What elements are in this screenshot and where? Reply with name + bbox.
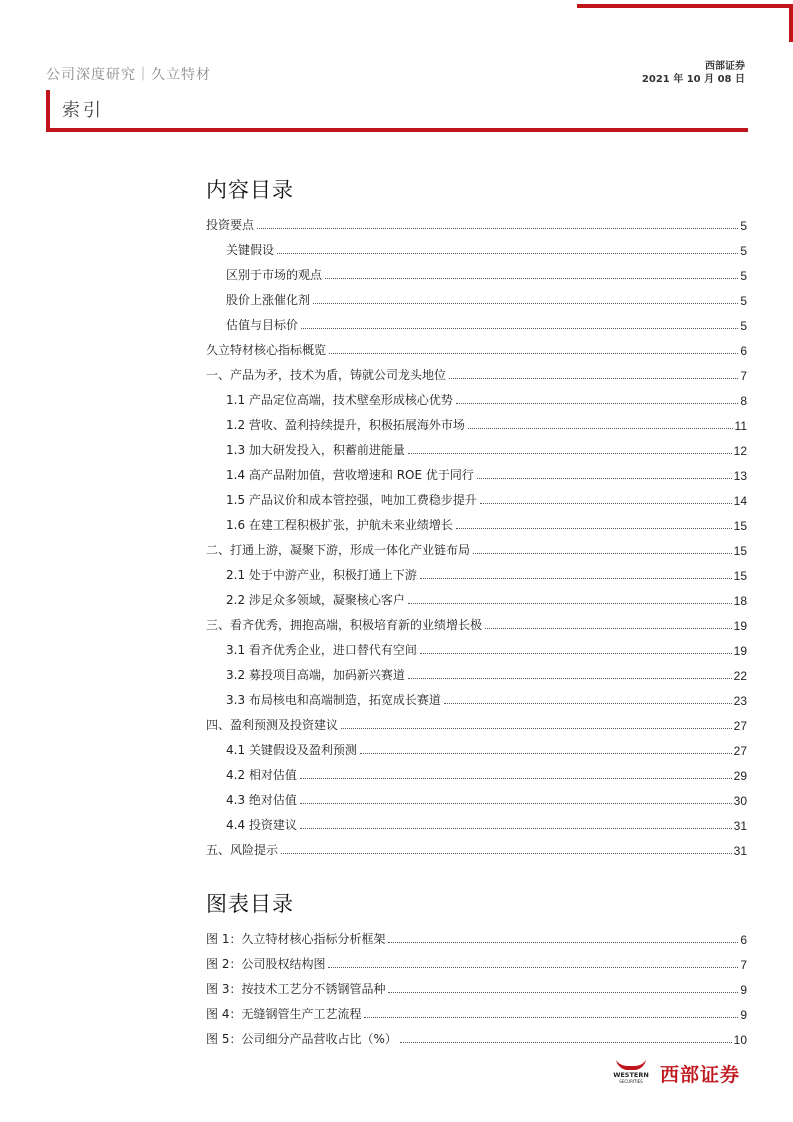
footer-logo-text: 西部证券 (660, 1064, 741, 1086)
leader-dots (449, 378, 738, 379)
figures-list (206, 922, 747, 1047)
toc-entry-page: 22 (733, 669, 747, 683)
toc-entry-label: 4.1 关键假设及盈利预测 (226, 743, 357, 757)
toc-entry-label: 估值与目标价 (226, 318, 299, 332)
leader-dots (408, 678, 732, 679)
toc-entry-page: 6 (740, 344, 747, 358)
toc-entry-page: 15 (733, 544, 747, 558)
toc-entry-label: 1.1 产品定位高端，技术壁垒形成核心优势 (226, 393, 453, 407)
figure-entry-label: 图 4：无缝钢管生产工艺流程 (206, 1007, 362, 1021)
toc-entry[interactable] (206, 633, 747, 658)
corner-rule-vertical (789, 4, 793, 42)
leader-dots (325, 278, 738, 279)
toc-entry[interactable] (206, 483, 747, 508)
toc-entry-label: 1.4 高产品附加值，营收增速和 ROE 优于同行 (226, 468, 474, 482)
toc-entry[interactable] (206, 558, 747, 583)
figure-entry[interactable] (206, 1022, 747, 1047)
leader-dots (456, 403, 738, 404)
toc-entry-page: 5 (740, 219, 747, 233)
logo-sub-text-2: SECURITIES (619, 1079, 643, 1084)
leader-dots (360, 753, 732, 754)
toc-entry[interactable] (206, 208, 747, 233)
toc-entry-page: 14 (733, 494, 747, 508)
toc-entry[interactable] (206, 358, 747, 383)
toc-entry[interactable] (206, 458, 747, 483)
contents-title: 内容目录 (206, 178, 294, 202)
section-title: 索引 (62, 100, 104, 121)
toc-entry-label: 久立特材核心指标概览 (206, 343, 327, 357)
figures-title: 图表目录 (206, 892, 294, 916)
toc-entry-label: 一、产品为矛，技术为盾，铸就公司龙头地位 (206, 368, 447, 382)
figure-entry-page: 7 (740, 958, 747, 972)
toc-entry-label: 2.2 涉足众多领域，凝聚核心客户 (226, 593, 405, 607)
toc-entry-page: 27 (733, 744, 747, 758)
leader-dots (281, 853, 732, 854)
toc-entry[interactable] (206, 333, 747, 358)
section-band-rule (46, 128, 748, 132)
leader-dots (400, 1042, 732, 1043)
figure-entry-label: 图 1：久立特材核心指标分析框架 (206, 932, 386, 946)
western-securities-logo-icon (606, 1058, 656, 1084)
leader-dots (341, 728, 732, 729)
leader-dots (408, 603, 732, 604)
figure-entry-label: 图 2：公司股权结构图 (206, 957, 326, 971)
toc-entry[interactable] (206, 283, 747, 308)
toc-entry-page: 5 (740, 294, 747, 308)
leader-dots (300, 803, 732, 804)
toc-entry-page: 5 (740, 319, 747, 333)
toc-entry[interactable] (206, 258, 747, 283)
toc-entry-page: 15 (733, 519, 747, 533)
leader-dots (456, 528, 732, 529)
toc-entry-label: 三、看齐优秀，拥抱高端，积极培育新的业绩增长极 (206, 618, 483, 632)
leader-dots (364, 1017, 738, 1018)
leader-dots (477, 478, 732, 479)
toc-entry[interactable] (206, 708, 747, 733)
breadcrumb: 公司深度研究｜久立特材 (46, 67, 211, 83)
figure-entry-page: 6 (740, 933, 747, 947)
toc-entry[interactable] (206, 608, 747, 633)
toc-entry[interactable] (206, 233, 747, 258)
leader-dots (420, 653, 732, 654)
leader-dots (485, 628, 732, 629)
toc-entry[interactable] (206, 583, 747, 608)
toc-entry[interactable] (206, 433, 747, 458)
toc-entry-label: 3.2 募投项目高端，加码新兴赛道 (226, 668, 405, 682)
toc-entry-label: 股价上涨催化剂 (226, 293, 311, 307)
leader-dots (301, 328, 738, 329)
toc-entry-page: 8 (740, 394, 747, 408)
section-band-accent (46, 90, 50, 132)
leader-dots (468, 428, 733, 429)
figure-entry-page: 9 (740, 1008, 747, 1022)
contents-list (206, 208, 747, 858)
toc-entry-page: 31 (733, 819, 747, 833)
toc-entry-label: 2.1 处于中游产业，积极打通上下游 (226, 568, 417, 582)
toc-entry-label: 3.1 看齐优秀企业，进口替代有空间 (226, 643, 417, 657)
toc-entry-label: 五、风险提示 (206, 843, 279, 857)
toc-entry-page: 5 (740, 244, 747, 258)
report-date: 2021 年 10 月 08 日 (641, 74, 745, 85)
leader-dots (328, 967, 738, 968)
toc-entry[interactable] (206, 658, 747, 683)
toc-entry-label: 区别于市场的观点 (226, 268, 323, 282)
toc-entry-page: 7 (740, 369, 747, 383)
leader-dots (257, 228, 738, 229)
figure-entry[interactable] (206, 972, 747, 997)
toc-entry[interactable] (206, 408, 747, 433)
leader-dots (420, 578, 732, 579)
logo-sub-text: WESTERN (613, 1071, 649, 1079)
toc-entry-page: 18 (733, 594, 747, 608)
toc-entry-page: 12 (733, 444, 747, 458)
corner-rule-horizontal (577, 4, 793, 8)
toc-entry-label: 4.3 绝对估值 (226, 793, 297, 807)
leader-dots (473, 553, 732, 554)
figure-entry[interactable] (206, 947, 747, 972)
toc-entry-label: 1.2 营收、盈利持续提升，积极拓展海外市场 (226, 418, 465, 432)
toc-entry[interactable] (206, 533, 747, 558)
leader-dots (313, 303, 738, 304)
leader-dots (388, 992, 738, 993)
leader-dots (300, 778, 732, 779)
toc-entry-label: 投资要点 (206, 218, 255, 232)
toc-entry[interactable] (206, 308, 747, 333)
toc-entry-page: 27 (733, 719, 747, 733)
toc-entry-page: 30 (733, 794, 747, 808)
toc-entry-page: 19 (733, 644, 747, 658)
brand-name: 西部证券 (705, 61, 745, 72)
toc-entry-label: 3.3 布局核电和高端制造，拓宽成长赛道 (226, 693, 441, 707)
toc-entry-label: 四、盈利预测及投资建议 (206, 718, 339, 732)
toc-entry[interactable] (206, 683, 747, 708)
leader-dots (444, 703, 732, 704)
leader-dots (329, 353, 738, 354)
toc-entry-page: 15 (733, 569, 747, 583)
figure-entry[interactable] (206, 922, 747, 947)
toc-entry-label: 关键假设 (226, 243, 275, 257)
toc-entry-page: 19 (733, 619, 747, 633)
toc-entry[interactable] (206, 758, 747, 783)
footer-logo (606, 1058, 748, 1084)
toc-entry[interactable] (206, 808, 747, 833)
leader-dots (388, 942, 738, 943)
leader-dots (277, 253, 738, 254)
figure-entry-page: 10 (733, 1033, 747, 1047)
toc-entry-page: 13 (733, 469, 747, 483)
toc-entry-page: 5 (740, 269, 747, 283)
toc-entry[interactable] (206, 383, 747, 408)
figure-entry-label: 图 3：按技术工艺分不锈钢管品种 (206, 982, 386, 996)
toc-entry-label: 1.6 在建工程积极扩张，护航未来业绩增长 (226, 518, 453, 532)
toc-entry-label: 4.2 相对估值 (226, 768, 297, 782)
toc-entry-label: 4.4 投资建议 (226, 818, 297, 832)
toc-entry-page: 11 (734, 419, 747, 433)
toc-entry-page: 31 (733, 844, 747, 858)
figure-entry[interactable] (206, 997, 747, 1022)
leader-dots (480, 503, 732, 504)
toc-entry[interactable] (206, 733, 747, 758)
toc-entry-label: 1.5 产品议价和成本管控强，吨加工费稳步提升 (226, 493, 477, 507)
toc-entry[interactable] (206, 783, 747, 808)
toc-entry-label: 二、打通上游，凝聚下游，形成一体化产业链布局 (206, 543, 471, 557)
figure-entry-page: 9 (740, 983, 747, 997)
leader-dots (300, 828, 732, 829)
toc-entry-page: 23 (733, 694, 747, 708)
toc-entry-page: 29 (733, 769, 747, 783)
toc-entry[interactable] (206, 508, 747, 533)
toc-entry[interactable] (206, 833, 747, 858)
leader-dots (408, 453, 732, 454)
figure-entry-label: 图 5：公司细分产品营收占比（%） (206, 1032, 397, 1046)
toc-entry-label: 1.3 加大研发投入，积蓄前进能量 (226, 443, 405, 457)
